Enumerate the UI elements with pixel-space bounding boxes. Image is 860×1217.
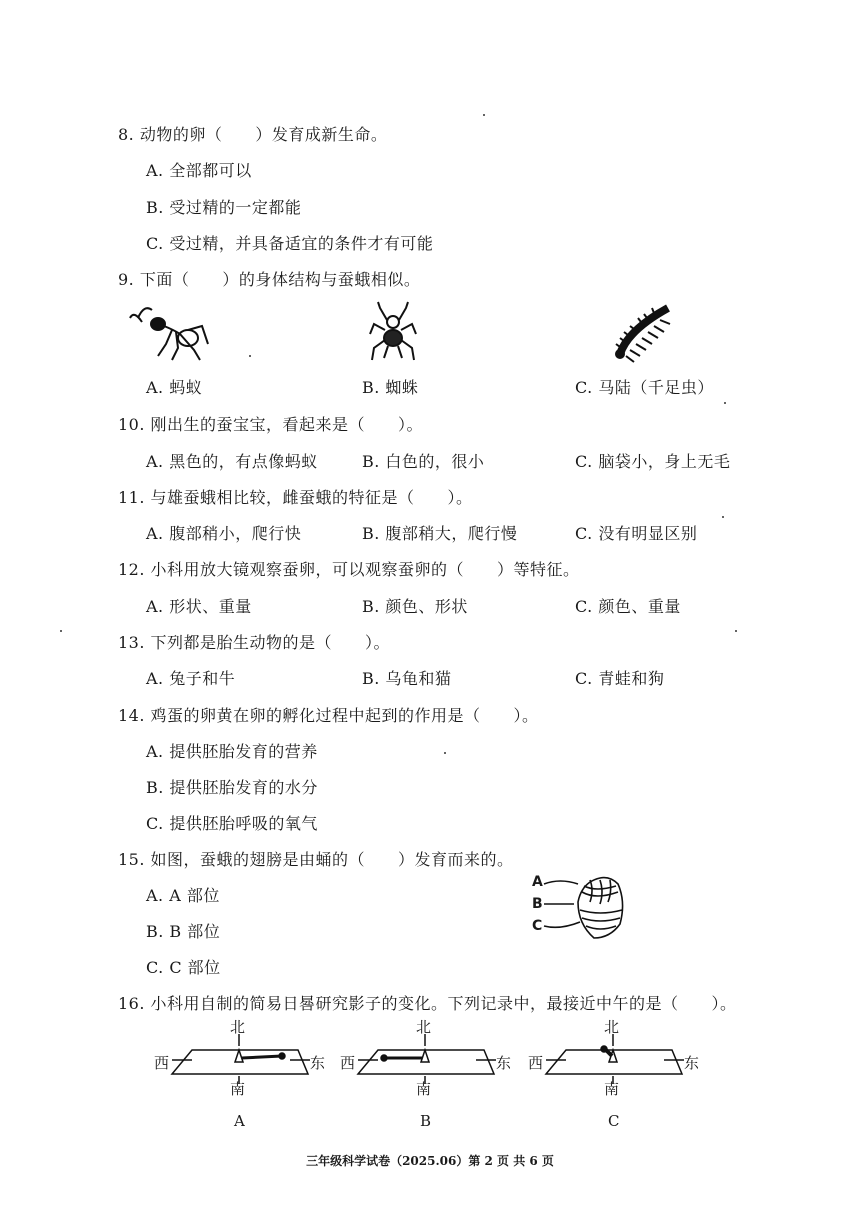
question-13-option-b[interactable]: B. 乌龟和猫 — [362, 669, 452, 688]
sundial-b-east: 东 — [496, 1054, 512, 1072]
question-13-option-a[interactable]: A. 兔子和牛 — [146, 669, 236, 688]
question-8-option-c[interactable]: C. 受过精，并具备适宜的条件才有可能 — [146, 234, 434, 253]
question-9-option-c[interactable]: C. 马陆（千足虫） — [575, 378, 714, 397]
question-10-option-b[interactable]: B. 白色的，很小 — [362, 452, 485, 471]
question-10-stem: 10. 刚出生的蚕宝宝，看起来是（ ）。 — [118, 415, 424, 434]
sundial-a — [150, 1016, 340, 1136]
ant-illustration — [128, 300, 218, 364]
question-9-option-a[interactable]: A. 蚂蚁 — [146, 378, 203, 397]
sundial-a-north: 北 — [230, 1018, 246, 1036]
question-8-stem: 8. 动物的卵（ ）发育成新生命。 — [118, 125, 388, 144]
sundial-b-label: B — [420, 1112, 432, 1130]
sundial-c-south: 南 — [604, 1080, 620, 1098]
question-15-stem: 15. 如图，蚕蛾的翅膀是由蛹的（ ）发育而来的。 — [118, 850, 514, 869]
sundial-c-drawing — [524, 1016, 714, 1112]
millipede-illustration — [608, 300, 680, 364]
sundial-a-east: 东 — [310, 1054, 326, 1072]
question-14-option-a[interactable]: A. 提供胚胎发育的营养 — [146, 742, 318, 761]
question-16-stem: 16. 小科用自制的简易日晷研究影子的变化。下列记录中，最接近中午的是（ ）。 — [118, 994, 737, 1013]
sundial-b-north: 北 — [416, 1018, 432, 1036]
pupa-label-c: C — [532, 918, 543, 934]
question-8-option-a[interactable]: A. 全部都可以 — [146, 161, 252, 180]
question-14-stem: 14. 鸡蛋的卵黄在卵的孵化过程中起到的作用是（ ）。 — [118, 706, 539, 725]
sundial-c-east: 东 — [684, 1054, 700, 1072]
question-11-option-a[interactable]: A. 腹部稍小，爬行快 — [146, 524, 302, 543]
question-13-option-c[interactable]: C. 青蛙和狗 — [575, 669, 665, 688]
question-9-option-b[interactable]: B. 蜘蛛 — [362, 378, 419, 397]
sundial-c-north: 北 — [604, 1018, 620, 1036]
question-11-option-b[interactable]: B. 腹部稍大，爬行慢 — [362, 524, 518, 543]
sundial-a-label: A — [234, 1112, 245, 1130]
question-8-option-b[interactable]: B. 受过精的一定都能 — [146, 198, 302, 217]
sundial-b-drawing — [336, 1016, 526, 1112]
sundial-c-west: 西 — [528, 1054, 544, 1072]
sundial-a-drawing — [150, 1016, 340, 1112]
sundial-b-west: 西 — [340, 1054, 356, 1072]
question-12-option-c[interactable]: C. 颜色、重量 — [575, 597, 681, 616]
question-10-option-a[interactable]: A. 黑色的，有点像蚂蚁 — [146, 452, 318, 471]
question-12-option-b[interactable]: B. 颜色、形状 — [362, 597, 468, 616]
question-14-option-b[interactable]: B. 提供胚胎发育的水分 — [146, 778, 318, 797]
page-footer: 三年级科学试卷（2025.06）第 2 页 共 6 页 — [306, 1154, 554, 1168]
sundial-b-south: 南 — [416, 1080, 432, 1098]
question-10-option-c[interactable]: C. 脑袋小，身上无毛 — [575, 452, 731, 471]
pupa-label-b: B — [532, 896, 543, 912]
pupa-illustration — [530, 872, 650, 942]
question-12-option-a[interactable]: A. 形状、重量 — [146, 597, 252, 616]
spider-illustration — [368, 300, 418, 364]
pupa-label-a: A — [532, 874, 543, 890]
sundial-a-south: 南 — [230, 1080, 246, 1098]
sundial-a-west: 西 — [154, 1054, 170, 1072]
question-15-option-b[interactable]: B. B 部位 — [146, 922, 221, 941]
question-15-option-c[interactable]: C. C 部位 — [146, 958, 221, 977]
question-14-option-c[interactable]: C. 提供胚胎呼吸的氧气 — [146, 814, 318, 833]
sundial-b — [336, 1016, 526, 1136]
question-13-stem: 13. 下列都是胎生动物的是（ ）。 — [118, 633, 391, 652]
sundial-c-label: C — [608, 1112, 620, 1130]
question-9-stem: 9. 下面（ ）的身体结构与蚕蛾相似。 — [118, 270, 421, 289]
sundial-c — [524, 1016, 714, 1136]
pupa-diagram — [530, 872, 650, 942]
question-11-option-c[interactable]: C. 没有明显区别 — [575, 524, 698, 543]
question-15-option-a[interactable]: A. A 部位 — [146, 886, 220, 905]
question-12-stem: 12. 小科用放大镜观察蚕卵，可以观察蚕卵的（ ）等特征。 — [118, 560, 580, 579]
question-11-stem: 11. 与雄蚕蛾相比较，雌蚕蛾的特征是（ ）。 — [118, 488, 473, 507]
